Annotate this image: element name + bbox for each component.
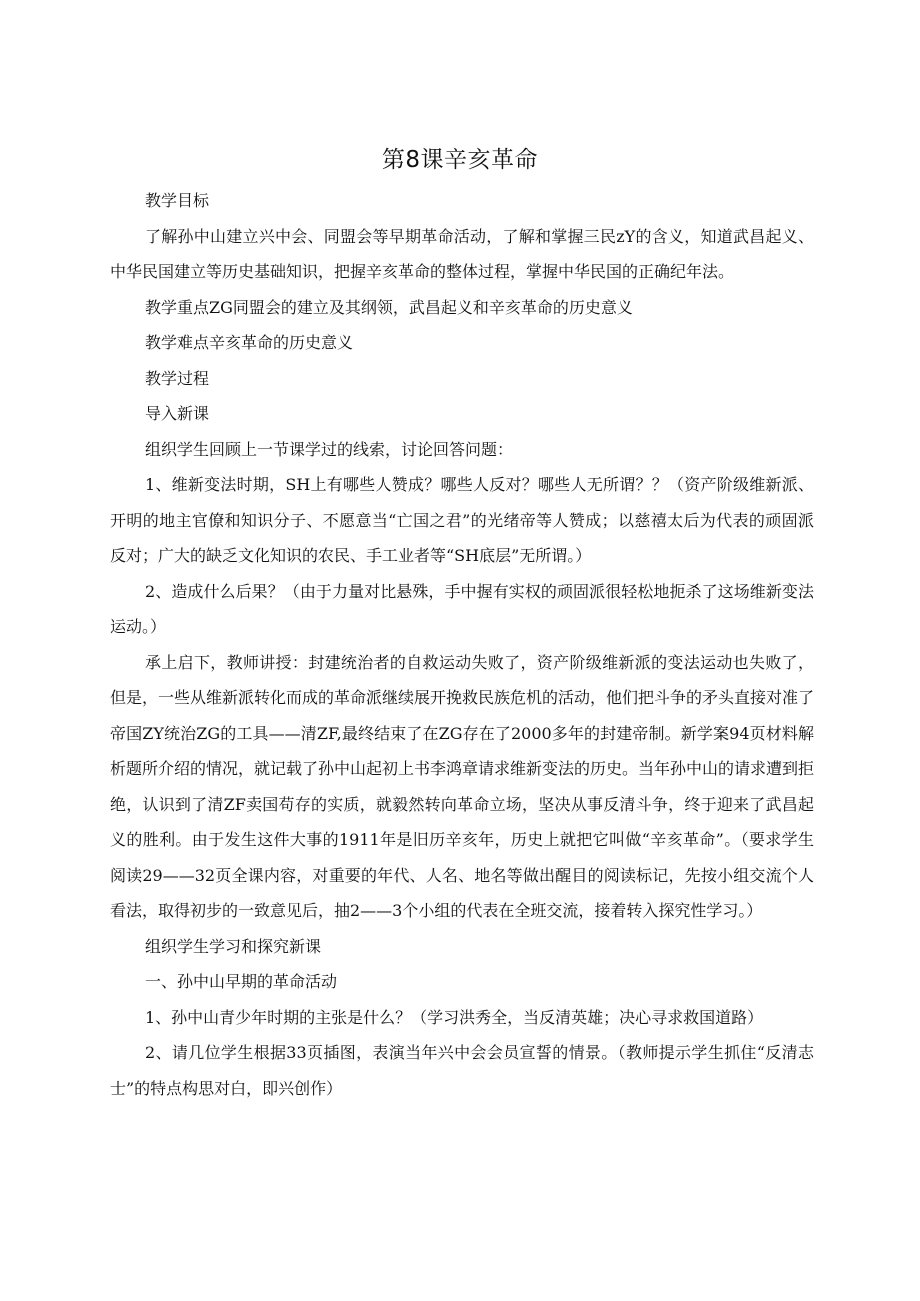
paragraph-study-heading: 组织学生学习和探究新课 [145, 936, 322, 956]
paragraph-teaching-goals: 了解孙中山建立兴中会、同盟会等早期革命活动，了解和掌握三民zY的含义，知道武昌起义、中华民国建立等历史基础知识，把握辛亥革命的整体过程，掌握中华民国的正确纪年法。 [110, 226, 814, 281]
paragraph-key-points: 教学重点ZG同盟会的建立及其纲领，武昌起义和辛亥革命的历史意义 [145, 297, 633, 317]
paragraph-review-prompt: 组织学生回顾上一节课学过的线索，讨论回答问题： [145, 439, 514, 459]
page-title: 第8课辛亥革命 [381, 147, 539, 173]
paragraph-intro-heading: 导入新课 [145, 404, 210, 423]
paragraph-question-2: 2、造成什么后果？（由于力量对比悬殊，手中握有实权的顽固派很轻松地扼杀了这场维新变法运动。） [110, 581, 814, 636]
paragraph-process-heading: 教学过程 [145, 368, 210, 388]
paragraph-section-1-heading: 一、孙中山早期的革命活动 [145, 972, 338, 991]
paragraph-teaching-goals-heading: 教学目标 [145, 191, 210, 210]
document-body [110, 183, 814, 1106]
paragraph-teacher-lecture: 承上启下，教师讲授：封建统治者的自救运动失败了，资产阶级维新派的变法运动也失败了，但是，一些从维新派转化而成的革命派继续展开挽救民族危机的活动，他们把斗争的矛头直接对准了帝国ZY统治ZG的工具——清ZF,最终结束了在ZG存在了2000多年的封建帝制。新学案94页材料解析题所介绍的情况，就记载了孙中山起初上书李鸿章请求维新变法的历史。当年孙中山的请求遭到拒绝，认识到了清ZF卖国苟存的实质，就毅然转向革命立场，坚决从事反清斗争，终于迎来了武昌起义的胜利。由于发生这件大事的1911年是旧历辛亥年，历史上就把它叫做“辛亥革命”。（要求学生阅读29——32页全课内容，对重要的年代、人名、地名等做出醒目的阅读标记，先按小组交流个人看法，取得初步的一致意见后，抽2——3个小组的代表在全班交流，接着转入探究性学习。） [110, 652, 815, 920]
paragraph-difficult-points: 教学难点辛亥革命的历史意义 [145, 333, 354, 352]
paragraph-section-1-question-2: 2、请几位学生根据33页插图，表演当年兴中会会员宣誓的情景。（教师提示学生抓住“反清志士”的特点构思对白，即兴创作） [110, 1043, 814, 1098]
paragraph-section-1-question-1: 1、孙中山青少年时期的主张是什么？（学习洪秀全，当反清英雄；决心寻求救国道路） [145, 1007, 764, 1027]
paragraph-question-1: 1、维新变法时期，SH上有哪些人赞成？哪些人反对？哪些人无所谓？？（资产阶级维新派、开明的地主官僚和知识分子、不愿意当“亡国之君”的光绪帝等人赞成；以慈禧太后为代表的顽固派反对；广大的缺乏文化知识的农民、手工业者等“SH底层”无所谓。） [110, 475, 814, 565]
